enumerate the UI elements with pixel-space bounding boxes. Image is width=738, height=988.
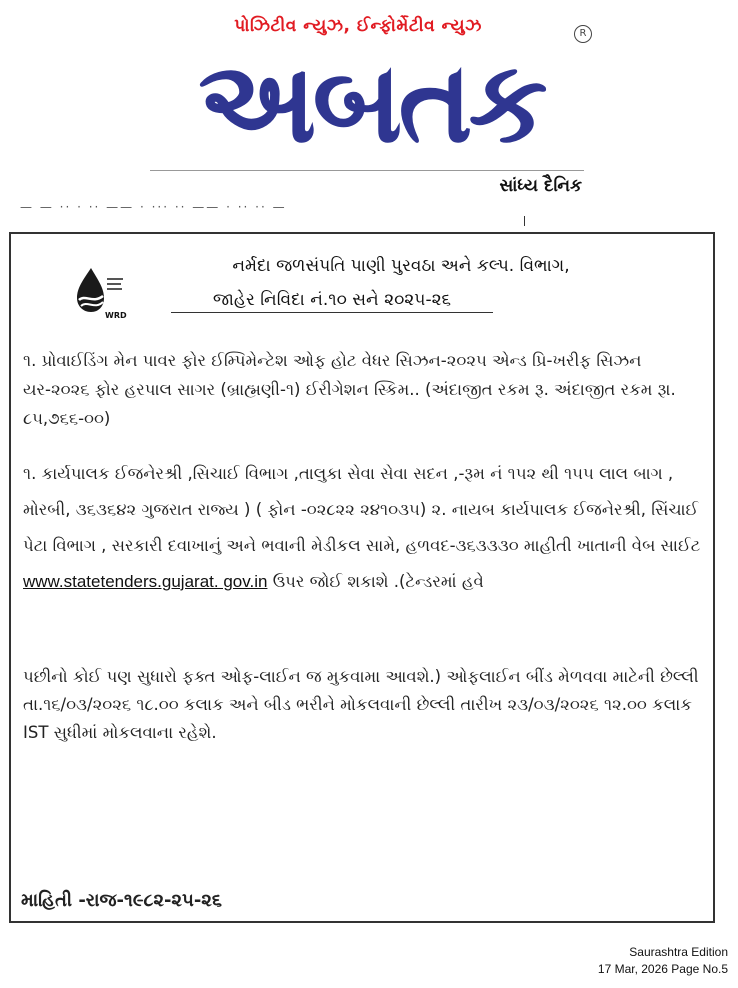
contacts-suffix: ઉપર જોઈ શકાશે .(ટેન્ડરમાં હવે <box>272 572 484 591</box>
cropped-text-fragment: — — ·· · ·· —— · ··· ·· —— · ·· ·· — <box>20 200 287 214</box>
emblem-caption: WRD <box>105 311 127 320</box>
tender-notice <box>9 232 715 923</box>
page-meta <box>598 944 728 978</box>
tender-website-link[interactable]: www.statetenders.gujarat. gov.in <box>23 572 268 591</box>
edition-name: Saurashtra Edition <box>629 945 728 959</box>
tender-title: જાહેર નિવિદા નં.૧૦ સને ૨૦૨૫-૨૬ <box>171 290 493 313</box>
contact-details <box>23 456 709 600</box>
logo-divider <box>150 170 584 171</box>
date-page: 17 Mar, 2026 Page No.5 <box>597 962 728 976</box>
registered-mark-icon: R <box>574 25 592 43</box>
tagline: પોઝિટીવ ન્યુઝ, ઈન્ફોર્મેટીવ ન્યુઝ <box>234 16 482 36</box>
newspaper-logo: અબતક <box>198 38 544 168</box>
department-name: નર્મદા જળસંપતિ પાણી પુરવઠા અને કલ્પ. વિભાગ, <box>232 256 570 276</box>
water-resources-emblem-icon <box>69 264 125 320</box>
information-code: માહિતી -રાજ-૧૯૮૨-૨૫-૨૬ <box>21 890 222 911</box>
edition-type: સાંધ્ય દૈનિક <box>499 176 582 196</box>
contacts-text: ૧. કાર્યપાલક ઈજનેરશ્રી ,સિચાઈ વિભાગ ,તાલુકા સેવા સેવા સદન ,-રૂમ નં ૧૫૨ થી ૧૫૫ લાલ બાગ , મોરબી, ૩૬૩૬૪૨ ગુજરાત રાજ્ય ) ( ફોન -૦૨૮૨૨ ૨૪૧૦૩૫) ૨. નાયબ કાર્યપાલક ઈજનેરશ્રી, સિંચાઈ પેટા વિભાગ , સરકારી દવાખાનું અને ભવાની મેડીકલ સામે, હળવદ-૩૬૩૩૩૦ માહીતી ખાતાની વેબ સાઈટ <box>23 464 701 555</box>
masthead <box>0 0 738 214</box>
crop-mark <box>524 216 525 226</box>
closing-paragraph: પછીનો કોઈ પણ સુધારો ફક્ત ઓફ-લાઈન જ મુકવામા આવશે.) ઓફલાઈન બીંડ મેળવવા માટેની છેલ્લી તા.૧૬/૦૩/૨૦૨૬ ૧૮.૦૦ કલાક અને બીડ ભરીને મોકલવાની છેલ્લી તારીખ ૨૩/૦૩/૨૦૨૬ ૧૨.૦૦ કલાક IST સુધીમાં મોકલવાના રહેશે. <box>23 667 699 742</box>
tender-item-1: ૧. પ્રોવાઈડિંગ મેન પાવર ફોર ઈમ્પિમેન્ટેશ ઓફ હોટ વેધર સિઝન-૨૦૨૫ એન્ડ પ્રિ-ખરીફ સિઝન યર-૨૦૨૬ ફોર હરપાલ સાગર (બ્રાહ્મણી-૧) ઈરીગેશન સ્કિમ.. (અંદાજીત રકમ રૂ. અંદાજીત રકમ રૂા. ૮૫,૭૬૬-૦૦) <box>23 351 676 428</box>
